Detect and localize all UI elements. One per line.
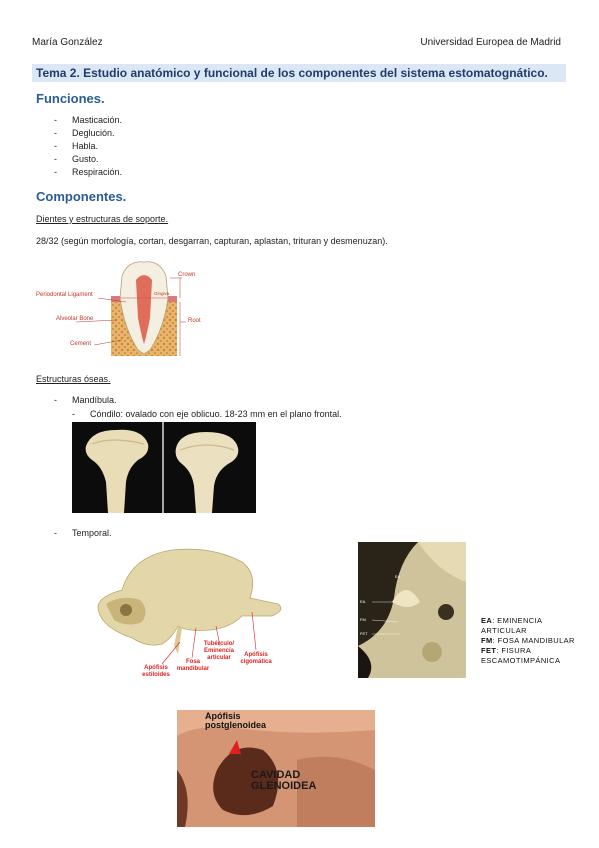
- label-apofisis-estiloides: Apófisis estiloides: [142, 665, 170, 678]
- temporal-photo-illustration: [358, 542, 466, 678]
- funciones-heading: Funciones.: [36, 91, 105, 106]
- label-cavidad-glenoidea: CAVIDAD GLENOIDEA: [251, 769, 317, 792]
- temporal-photo: [358, 542, 466, 678]
- label-gingiva: Gingiva: [154, 291, 170, 296]
- list-item: Deglución.: [72, 128, 115, 138]
- oseas-heading: Estructuras óseas.: [36, 374, 111, 384]
- list-item: Masticación.: [72, 115, 123, 125]
- temporal-item: Temporal.: [72, 528, 112, 538]
- label-root: Root: [188, 318, 201, 324]
- tooth-illustration: [36, 258, 226, 358]
- dientes-heading: Dientes y estructuras de soporte.: [36, 214, 169, 224]
- mandibula-item: Mandíbula.: [72, 395, 117, 405]
- componentes-heading: Componentes.: [36, 189, 127, 204]
- document-title: Tema 2. Estudio anatómico y funcional de los componentes del sistema estomatognático.: [36, 66, 548, 80]
- legend-item-fm: FM: FOSA MANDIBULAR: [481, 636, 575, 645]
- label-cement: Cement: [70, 341, 92, 347]
- header-author: María González: [32, 37, 103, 48]
- label-tuberculo: Tubérculo/ Eminencia articular: [203, 641, 235, 661]
- label-apofisis-postglenoidea: Apófisis postglenoidea: [205, 711, 267, 730]
- xray-label-fet: FET: [360, 631, 368, 636]
- legend-item-ea: EA: EMINENCIA ARTICULAR: [481, 616, 543, 635]
- xray-label-ea: EA: [360, 599, 366, 604]
- xray-legend: [481, 616, 581, 666]
- list-item: Habla.: [72, 141, 99, 151]
- condilo-item: Cóndilo: ovalado con eje oblicuo. 18-23 mm en el plano frontal.: [90, 409, 342, 419]
- label-fosa-mandibular: Fosa mandibular: [176, 659, 210, 672]
- label-alveolar: Alveolar Bone: [56, 316, 94, 322]
- list-item: Respiración.: [72, 167, 123, 177]
- legend-item-fet: FET: FISURA ESCAMOTIMPÁNICA: [481, 646, 561, 665]
- label-crown: Crown: [178, 272, 196, 278]
- label-apofisis-cigomatica: Apófisis cigomática: [240, 652, 272, 665]
- temporal-bone-figure: [92, 546, 292, 686]
- condyle-illustration: [72, 422, 256, 513]
- xray-label-ea-top: EA: [395, 574, 401, 579]
- xray-label-fm: FM: [360, 617, 366, 622]
- condyle-photos: [72, 422, 256, 513]
- tooth-diagram: [36, 258, 226, 358]
- list-item: Gusto.: [72, 154, 99, 164]
- label-pdl: Periodontal Ligament: [36, 292, 93, 298]
- cavidad-photo: [177, 710, 375, 827]
- header-institution: Universidad Europea de Madrid: [420, 37, 561, 48]
- dientes-text: 28/32 (según morfología, cortan, desgarran, capturan, aplastan, trituran y desmenuzan).: [36, 236, 388, 246]
